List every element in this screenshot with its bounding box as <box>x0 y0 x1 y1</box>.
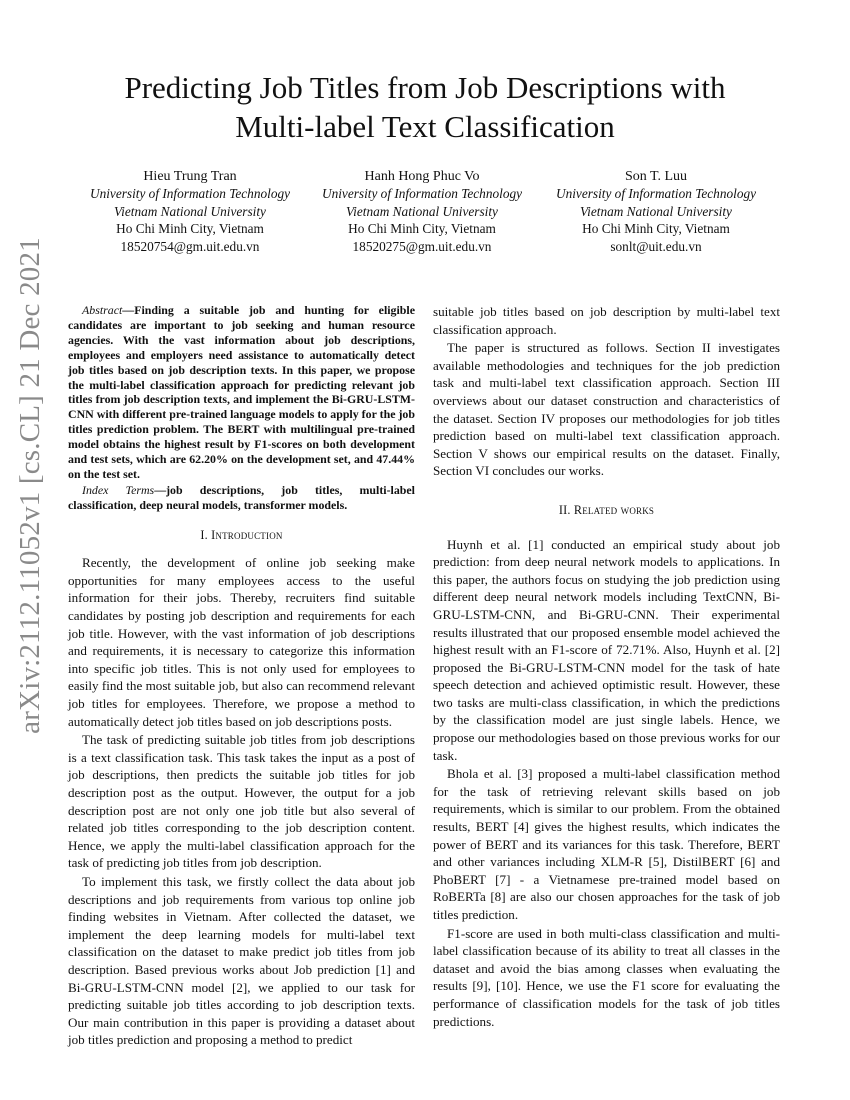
paragraph: Huynh et al. [1] conducted an empirical study about job prediction: from deep neural network models to applications. In this paper, the authors focus on studying the job prediction using different deep neural network models including TextCNN, Bi-GRU-LSTM-CNN, and Bi-GRU-CNN. Their experimental results illustrated that our proposed ensemble model achieved the highest result with an F1-score of 72.71%. Also, Huynh et al. [2] proposed the Bi-GRU-LSTM-CNN model for the task of hate speech detection and achieved optimistic result. However, these two tasks are multi-class classification, in which the predictions by the classification model are just single labels. Hence, we propose our methodologies based on those previous works for our task. <box>433 536 780 763</box>
index-terms <box>68 483 415 513</box>
author-block-1 <box>80 168 300 255</box>
author-affiliation: University of Information Technology <box>89 186 291 202</box>
paper-title <box>60 68 790 146</box>
title-line-1: Predicting Job Titles from Job Descriptions with <box>124 70 726 105</box>
paragraph: Recently, the development of online job seeking make opportunities for many employees access to the useful information for their jobs. Thereby, recruiters find suitable candidates by posting job description and requirements for each job title. However, with the vast information of job descriptions and requirements, it is necessary to categorize this information into specific job titles. This is not only used for employees to easily find the most suitable job, but also can recommend relevant job titles for employees. Therefore, we propose a method to automatically detect job titles based on job descriptions posts. <box>68 555 415 729</box>
abstract-text: —Finding a suitable job and hunting for eligible candidates are important to job seeking and human resource agencies. With the vast information about job descriptions, employees and employers need assistance to automatically detect job titles based on job description texts. In this paper, we propose the multi-label classification approach for predicting relevant job titles from job description texts, and implement the Bi-GRU-LSTM-CNN with different pre-trained language models to apply for the job titles prediction problem. The BERT with multilingual pre-trained model obtains the highest result by F1-scores on both development and test sets, which are 62.20% on the development set, and 47.44% on the test set. <box>68 303 415 481</box>
section-number: II. <box>558 502 574 517</box>
author-city: Ho Chi Minh City, Vietnam <box>116 221 264 237</box>
section-title: Introduction <box>211 527 283 542</box>
title-line-2: Multi-label Text Classification <box>235 109 615 144</box>
paragraph: suitable job titles based on job description by multi-label text classification approach. <box>433 304 780 337</box>
index-terms-label: Index Terms <box>82 482 155 497</box>
author-name: Hieu Trung Tran <box>143 169 237 184</box>
author-city: Ho Chi Minh City, Vietnam <box>348 221 496 237</box>
abstract <box>68 303 415 482</box>
section-heading-related-works <box>433 502 780 520</box>
paragraph: The task of predicting suitable job titles from job descriptions is a text classification task. This task takes the input as a post of job descriptions, then predicts the suitable job titles for job description post as the output. However, the output for a job description post are not only one job title but also several of related job titles corresponding to the job description content. Hence, we apply the multi-label classification approach for the task of predicting job titles from job description. <box>68 732 415 871</box>
paragraph: Bhola et al. [3] proposed a multi-label classification method for the task of retrieving relevant skills based on job requirements, which is similar to our problem. From the obtained results, BERT [4] gives the highest results, which indicates the power of BERT and its variances for this task. Therefore, BERT and other variances including XLM-R [5], DistilBERT [6] and PhoBERT [7] - a Vietnamese pre-trained model based on RoBERTa [8] are also our chosen approaches for the task of job titles prediction. <box>433 766 780 922</box>
section-heading-introduction <box>68 527 415 545</box>
right-column <box>433 303 780 1031</box>
abstract-label: Abstract <box>82 303 123 317</box>
paragraph: F1-score are used in both multi-class classification and multi-label classification because of its ability to treat all classes in the dataset and avoid the bias among classes when evaluating the results [9], [10]. Hence, we use the F1 score for evaluating the performance of classification models for the task of job titles predictions. <box>433 925 780 1029</box>
author-email: sonlt@uit.edu.vn <box>610 238 702 254</box>
left-column <box>68 303 415 1050</box>
author-affiliation: University of Information Technology <box>321 186 523 202</box>
index-terms-text: —job descriptions, job titles, multi-label classification, deep neural models, transformer models. <box>68 482 415 512</box>
author-affiliation: Vietnam National University <box>580 203 732 219</box>
author-name: Hanh Hong Phuc Vo <box>364 169 480 184</box>
arxiv-id-text: arXiv:2112.11052v1 [cs.CL] 21 Dec 2021 <box>13 236 46 734</box>
author-email: 18520754@gm.uit.edu.vn <box>120 238 260 254</box>
arxiv-identifier <box>2 236 58 734</box>
author-affiliation: Vietnam National University <box>346 203 498 219</box>
author-email: 18520275@gm.uit.edu.vn <box>352 238 492 254</box>
author-affiliation: University of Information Technology <box>555 186 757 202</box>
paragraph: The paper is structured as follows. Section II investigates available methodologies and techniques for the job prediction task and multi-label text classification approach. Section III overviews about our dataset construction and characteristics of the dataset. Section IV proposes our methodologies for job titles prediction based on multi-label text classification approach. Section V shows our empirical results on the dataset. Finally, Section VI concludes our works. <box>433 340 780 479</box>
author-block-2 <box>312 168 532 255</box>
section-number: I. <box>200 527 212 542</box>
paragraph: To implement this task, we firstly collect the data about job descriptions and job requirements from various top online job finding websites in Vietnam. After collected the dataset, we implement the deep learning models for multi-label text classification on the dataset to make predict job titles from job description. Based previous works about Job prediction [1] and Bi-GRU-LSTM-CNN model [2], we applied to our task for predicting suitable job titles according to job description texts. Our main contribution in this paper is providing a dataset about job titles prediction and proposing a method to predict <box>68 873 415 1048</box>
author-affiliation: Vietnam National University <box>114 203 266 219</box>
author-city: Ho Chi Minh City, Vietnam <box>582 221 730 237</box>
author-block-3 <box>546 168 766 255</box>
author-name: Son T. Luu <box>624 169 688 184</box>
section-title: Related works <box>573 502 655 517</box>
